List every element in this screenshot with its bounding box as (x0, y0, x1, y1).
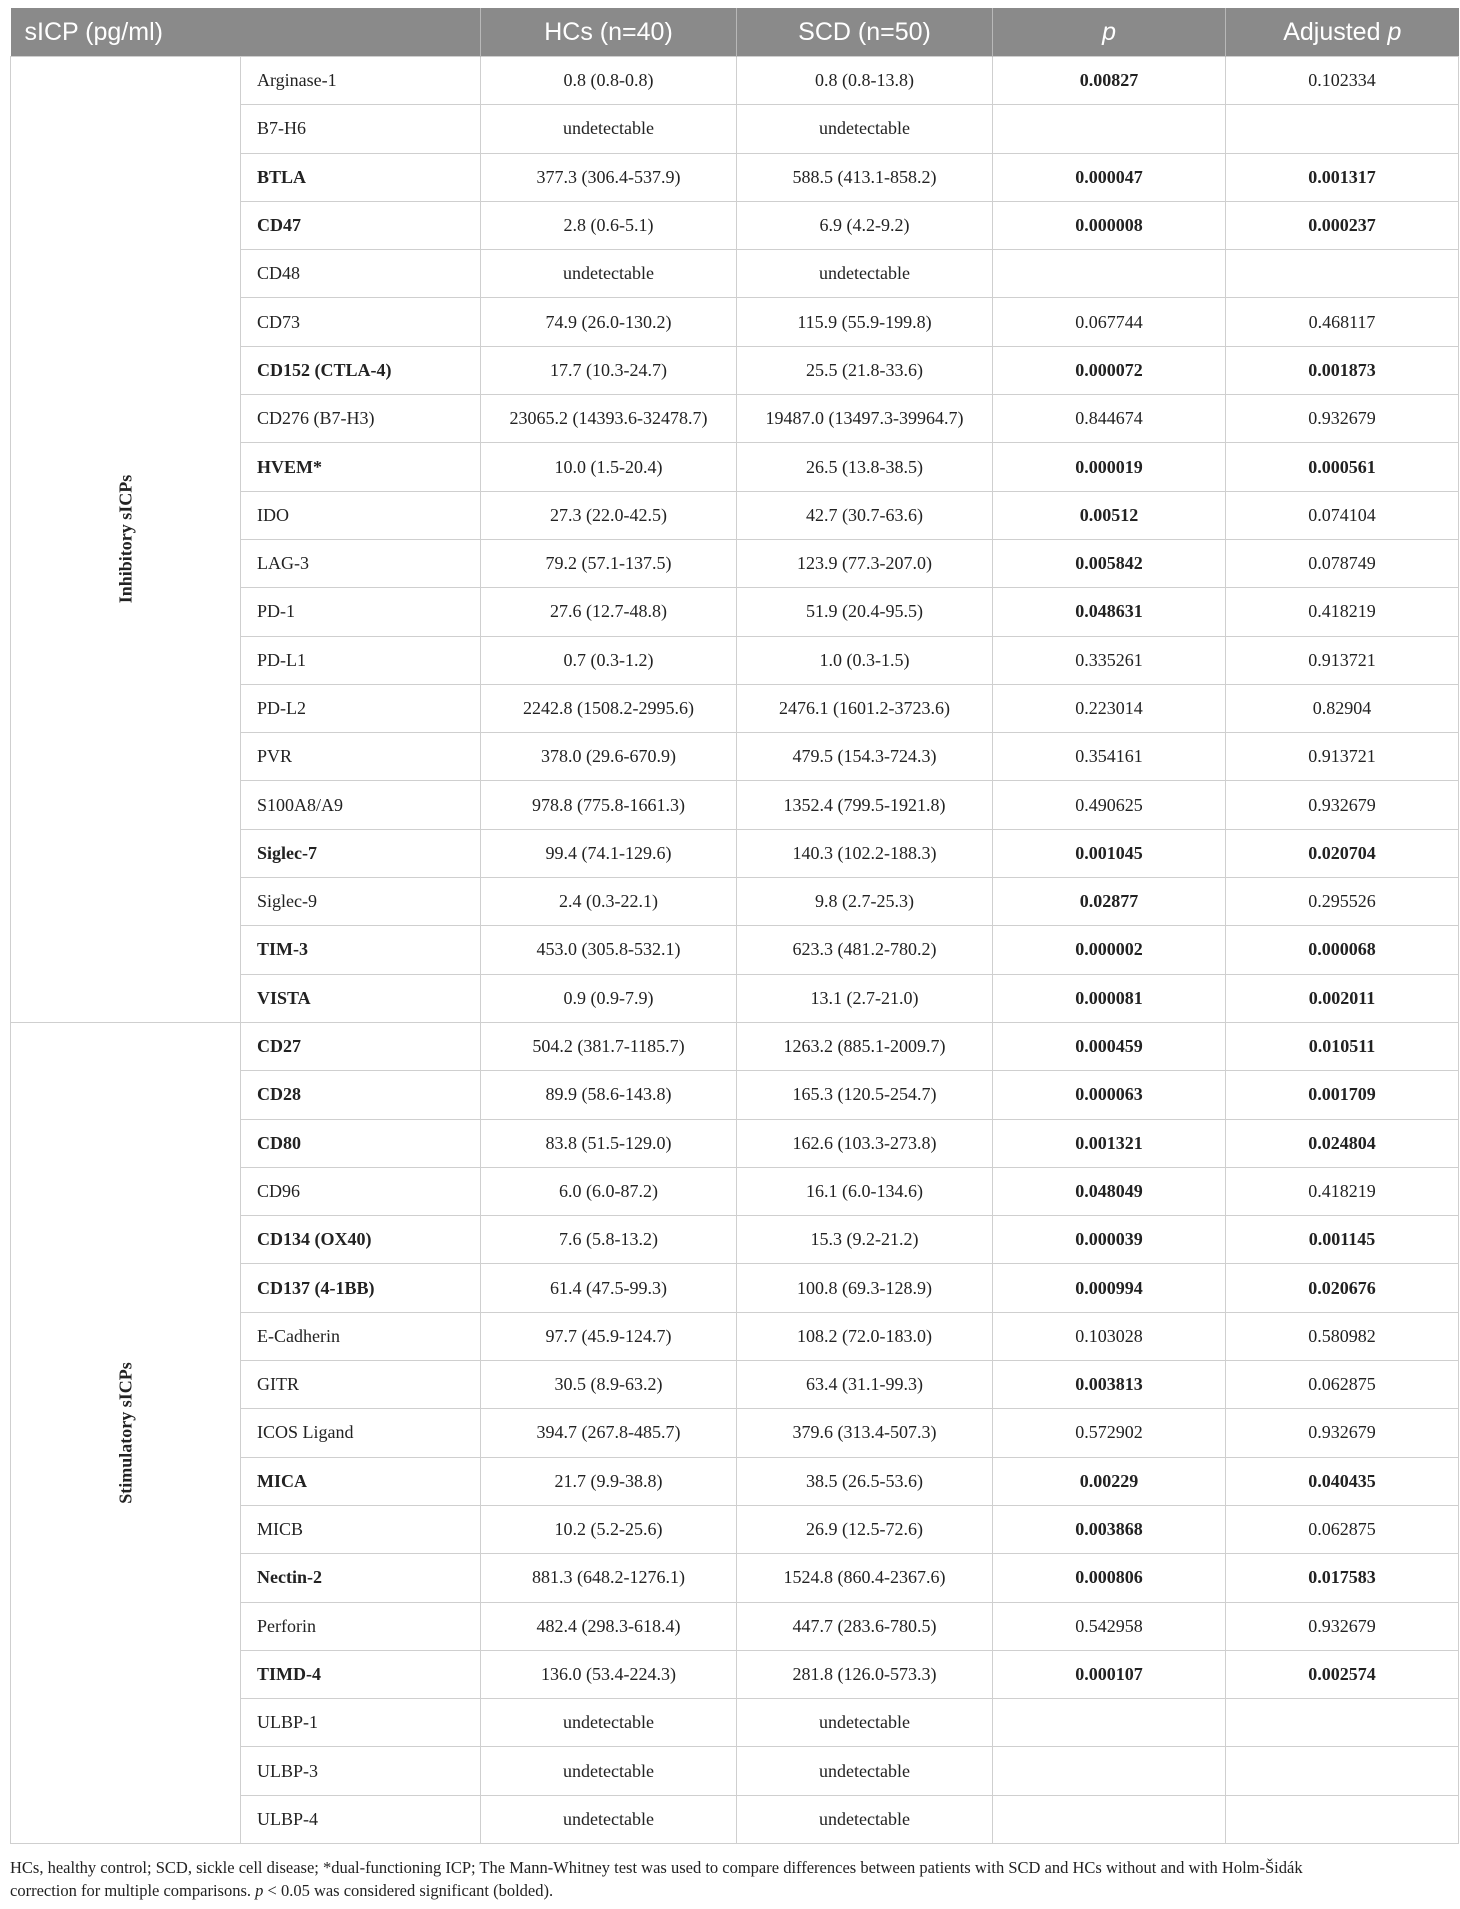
cell-adjusted-p: 0.000237 (1226, 201, 1459, 249)
cell-scd: undetectable (737, 1699, 993, 1747)
table-row (11, 57, 1459, 105)
cell-adjusted-p: 0.580982 (1226, 1312, 1459, 1360)
cell-hcs: 394.7 (267.8-485.7) (481, 1409, 737, 1457)
cell-p (993, 1795, 1226, 1843)
cell-p: 0.003813 (993, 1361, 1226, 1409)
cell-hcs: 2.8 (0.6-5.1) (481, 201, 737, 249)
footnote-line-1: HCs, healthy control; SCD, sickle cell disease; *dual-functioning ICP; The Mann-Whitney test was used to compare differences between patients with SCD and HCs without and with Holm-Šidák (10, 1857, 1303, 1877)
cell-hcs: undetectable (481, 1747, 737, 1795)
cell-scd: 38.5 (26.5-53.6) (737, 1457, 993, 1505)
cell-hcs: 79.2 (57.1-137.5) (481, 539, 737, 587)
cell-scd: 447.7 (283.6-780.5) (737, 1602, 993, 1650)
cell-scd: 379.6 (313.4-507.3) (737, 1409, 993, 1457)
cell-p: 0.001045 (993, 829, 1226, 877)
cell-adjusted-p: 0.295526 (1226, 878, 1459, 926)
cell-scd: 42.7 (30.7-63.6) (737, 491, 993, 539)
cell-hcs: 378.0 (29.6-670.9) (481, 733, 737, 781)
cell-p: 0.000002 (993, 926, 1226, 974)
cell-hcs: 978.8 (775.8-1661.3) (481, 781, 737, 829)
cell-adjusted-p (1226, 250, 1459, 298)
cell-scd: 0.8 (0.8-13.8) (737, 57, 993, 105)
cell-adjusted-p: 0.932679 (1226, 781, 1459, 829)
cell-adjusted-p: 0.932679 (1226, 395, 1459, 443)
cell-marker: Siglec-9 (241, 878, 481, 926)
cell-marker: ICOS Ligand (241, 1409, 481, 1457)
cell-p: 0.000072 (993, 346, 1226, 394)
cell-adjusted-p (1226, 1699, 1459, 1747)
cell-adjusted-p: 0.418219 (1226, 1167, 1459, 1215)
cell-scd: 100.8 (69.3-128.9) (737, 1264, 993, 1312)
cell-hcs: 30.5 (8.9-63.2) (481, 1361, 737, 1409)
cell-p (993, 105, 1226, 153)
table-header-row (11, 8, 1459, 57)
cell-p: 0.001321 (993, 1119, 1226, 1167)
cell-p: 0.048049 (993, 1167, 1226, 1215)
cell-scd: 26.5 (13.8-38.5) (737, 443, 993, 491)
cell-hcs: 89.9 (58.6-143.8) (481, 1071, 737, 1119)
cell-hcs: 0.8 (0.8-0.8) (481, 57, 737, 105)
cell-hcs: 61.4 (47.5-99.3) (481, 1264, 737, 1312)
cell-marker: LAG-3 (241, 539, 481, 587)
cell-adjusted-p: 0.001709 (1226, 1071, 1459, 1119)
cell-marker: Nectin-2 (241, 1554, 481, 1602)
header-adjusted-p: Adjusted p (1226, 8, 1459, 57)
cell-marker: CD80 (241, 1119, 481, 1167)
cell-marker: CD73 (241, 298, 481, 346)
cell-adjusted-p: 0.040435 (1226, 1457, 1459, 1505)
cell-scd: 123.9 (77.3-207.0) (737, 539, 993, 587)
cell-hcs: undetectable (481, 1699, 737, 1747)
cell-hcs: 23065.2 (14393.6-32478.7) (481, 395, 737, 443)
cell-hcs: undetectable (481, 250, 737, 298)
cell-adjusted-p: 0.932679 (1226, 1602, 1459, 1650)
cell-marker: CD47 (241, 201, 481, 249)
cell-scd: 1352.4 (799.5-1921.8) (737, 781, 993, 829)
cell-marker: PD-1 (241, 588, 481, 636)
cell-hcs: 482.4 (298.3-618.4) (481, 1602, 737, 1650)
cell-adjusted-p: 0.913721 (1226, 636, 1459, 684)
cell-marker: PD-L2 (241, 684, 481, 732)
cell-adjusted-p: 0.102334 (1226, 57, 1459, 105)
cell-marker: CD28 (241, 1071, 481, 1119)
cell-p (993, 1747, 1226, 1795)
cell-marker: S100A8/A9 (241, 781, 481, 829)
cell-marker: ULBP-1 (241, 1699, 481, 1747)
cell-adjusted-p: 0.001145 (1226, 1216, 1459, 1264)
cell-adjusted-p: 0.000561 (1226, 443, 1459, 491)
sicp-table (10, 8, 1459, 1844)
cell-scd: 115.9 (55.9-199.8) (737, 298, 993, 346)
cell-p: 0.067744 (993, 298, 1226, 346)
cell-adjusted-p: 0.001317 (1226, 153, 1459, 201)
cell-marker: IDO (241, 491, 481, 539)
cell-marker: CD48 (241, 250, 481, 298)
cell-marker: BTLA (241, 153, 481, 201)
cell-hcs: 97.7 (45.9-124.7) (481, 1312, 737, 1360)
table-container (10, 8, 1458, 1902)
cell-adjusted-p: 0.002574 (1226, 1650, 1459, 1698)
cell-scd: 281.8 (126.0-573.3) (737, 1650, 993, 1698)
cell-p: 0.335261 (993, 636, 1226, 684)
cell-adjusted-p: 0.017583 (1226, 1554, 1459, 1602)
cell-marker: E-Cadherin (241, 1312, 481, 1360)
cell-p: 0.000063 (993, 1071, 1226, 1119)
cell-p: 0.354161 (993, 733, 1226, 781)
cell-marker: Perforin (241, 1602, 481, 1650)
cell-hcs: 504.2 (381.7-1185.7) (481, 1022, 737, 1070)
cell-hcs: 881.3 (648.2-1276.1) (481, 1554, 737, 1602)
cell-marker: PD-L1 (241, 636, 481, 684)
cell-hcs: 10.2 (5.2-25.6) (481, 1505, 737, 1553)
cell-scd: 1263.2 (885.1-2009.7) (737, 1022, 993, 1070)
cell-scd: undetectable (737, 105, 993, 153)
cell-hcs: 6.0 (6.0-87.2) (481, 1167, 737, 1215)
cell-scd: 25.5 (21.8-33.6) (737, 346, 993, 394)
cell-hcs: 10.0 (1.5-20.4) (481, 443, 737, 491)
cell-scd: 26.9 (12.5-72.6) (737, 1505, 993, 1553)
table-row (11, 1022, 1459, 1070)
header-sicp: sICP (pg/ml) (11, 8, 481, 57)
cell-adjusted-p: 0.062875 (1226, 1505, 1459, 1553)
cell-adjusted-p: 0.074104 (1226, 491, 1459, 539)
cell-hcs: 7.6 (5.8-13.2) (481, 1216, 737, 1264)
cell-p (993, 250, 1226, 298)
cell-marker: ULBP-4 (241, 1795, 481, 1843)
cell-adjusted-p: 0.024804 (1226, 1119, 1459, 1167)
cell-scd: 1524.8 (860.4-2367.6) (737, 1554, 993, 1602)
cell-hcs: 453.0 (305.8-532.1) (481, 926, 737, 974)
cell-p: 0.223014 (993, 684, 1226, 732)
cell-marker: CD134 (OX40) (241, 1216, 481, 1264)
cell-p: 0.000107 (993, 1650, 1226, 1698)
cell-hcs: 99.4 (74.1-129.6) (481, 829, 737, 877)
cell-scd: 15.3 (9.2-21.2) (737, 1216, 993, 1264)
cell-hcs: 136.0 (53.4-224.3) (481, 1650, 737, 1698)
cell-p: 0.048631 (993, 588, 1226, 636)
cell-adjusted-p (1226, 1795, 1459, 1843)
cell-scd: 9.8 (2.7-25.3) (737, 878, 993, 926)
cell-marker: CD137 (4-1BB) (241, 1264, 481, 1312)
cell-scd: 63.4 (31.1-99.3) (737, 1361, 993, 1409)
cell-p: 0.844674 (993, 395, 1226, 443)
cell-scd: 6.9 (4.2-9.2) (737, 201, 993, 249)
cell-hcs: 377.3 (306.4-537.9) (481, 153, 737, 201)
cell-hcs: undetectable (481, 1795, 737, 1843)
cell-marker: PVR (241, 733, 481, 781)
cell-scd: 1.0 (0.3-1.5) (737, 636, 993, 684)
cell-p: 0.005842 (993, 539, 1226, 587)
cell-p: 0.00827 (993, 57, 1226, 105)
cell-adjusted-p: 0.078749 (1226, 539, 1459, 587)
cell-p: 0.00229 (993, 1457, 1226, 1505)
cell-adjusted-p (1226, 1747, 1459, 1795)
cell-scd: 623.3 (481.2-780.2) (737, 926, 993, 974)
cell-scd: 13.1 (2.7-21.0) (737, 974, 993, 1022)
cell-scd: 162.6 (103.3-273.8) (737, 1119, 993, 1167)
cell-adjusted-p: 0.001873 (1226, 346, 1459, 394)
cell-p: 0.103028 (993, 1312, 1226, 1360)
header-hcs: HCs (n=40) (481, 8, 737, 57)
cell-p: 0.000039 (993, 1216, 1226, 1264)
cell-p: 0.490625 (993, 781, 1226, 829)
cell-marker: Siglec-7 (241, 829, 481, 877)
cell-adjusted-p: 0.913721 (1226, 733, 1459, 781)
cell-hcs: 0.7 (0.3-1.2) (481, 636, 737, 684)
cell-marker: B7-H6 (241, 105, 481, 153)
group-label: Stimulatory sICPs (115, 1362, 135, 1504)
cell-marker: CD276 (B7-H3) (241, 395, 481, 443)
cell-hcs: 83.8 (51.5-129.0) (481, 1119, 737, 1167)
footnote-line-2: correction for multiple comparisons. p < 0.05 was considered significant (bolded). (10, 1880, 554, 1900)
cell-p: 0.572902 (993, 1409, 1226, 1457)
cell-hcs: 74.9 (26.0-130.2) (481, 298, 737, 346)
cell-scd: 19487.0 (13497.3-39964.7) (737, 395, 993, 443)
cell-p: 0.000019 (993, 443, 1226, 491)
cell-scd: 16.1 (6.0-134.6) (737, 1167, 993, 1215)
cell-marker: TIMD-4 (241, 1650, 481, 1698)
cell-marker: ULBP-3 (241, 1747, 481, 1795)
cell-marker: MICB (241, 1505, 481, 1553)
cell-marker: GITR (241, 1361, 481, 1409)
cell-scd: undetectable (737, 250, 993, 298)
cell-hcs: 17.7 (10.3-24.7) (481, 346, 737, 394)
cell-marker: HVEM* (241, 443, 481, 491)
cell-hcs: 0.9 (0.9-7.9) (481, 974, 737, 1022)
cell-adjusted-p: 0.468117 (1226, 298, 1459, 346)
cell-marker: VISTA (241, 974, 481, 1022)
cell-marker: MICA (241, 1457, 481, 1505)
cell-hcs: 27.6 (12.7-48.8) (481, 588, 737, 636)
cell-scd: 588.5 (413.1-858.2) (737, 153, 993, 201)
cell-p: 0.02877 (993, 878, 1226, 926)
header-adjusted-label: Adjusted (1283, 17, 1388, 46)
cell-scd: 140.3 (102.2-188.3) (737, 829, 993, 877)
cell-adjusted-p (1226, 105, 1459, 153)
group-label: Inhibitory sICPs (115, 475, 135, 604)
cell-p: 0.000994 (993, 1264, 1226, 1312)
cell-p: 0.00512 (993, 491, 1226, 539)
cell-hcs: 2242.8 (1508.2-2995.6) (481, 684, 737, 732)
cell-p: 0.000047 (993, 153, 1226, 201)
group-cell (11, 57, 241, 1023)
cell-marker: Arginase-1 (241, 57, 481, 105)
cell-scd: 108.2 (72.0-183.0) (737, 1312, 993, 1360)
cell-hcs: 27.3 (22.0-42.5) (481, 491, 737, 539)
header-scd: SCD (n=50) (737, 8, 993, 57)
cell-marker: CD27 (241, 1022, 481, 1070)
cell-adjusted-p: 0.062875 (1226, 1361, 1459, 1409)
cell-p: 0.000459 (993, 1022, 1226, 1070)
cell-scd: undetectable (737, 1795, 993, 1843)
cell-adjusted-p: 0.020676 (1226, 1264, 1459, 1312)
cell-p: 0.003868 (993, 1505, 1226, 1553)
cell-scd: 165.3 (120.5-254.7) (737, 1071, 993, 1119)
cell-p (993, 1699, 1226, 1747)
cell-marker: CD96 (241, 1167, 481, 1215)
header-p: p (993, 8, 1226, 57)
cell-hcs: 2.4 (0.3-22.1) (481, 878, 737, 926)
cell-p: 0.000008 (993, 201, 1226, 249)
cell-hcs: 21.7 (9.9-38.8) (481, 1457, 737, 1505)
cell-scd: 2476.1 (1601.2-3723.6) (737, 684, 993, 732)
cell-adjusted-p: 0.932679 (1226, 1409, 1459, 1457)
group-cell (11, 1022, 241, 1843)
cell-adjusted-p: 0.82904 (1226, 684, 1459, 732)
cell-p: 0.542958 (993, 1602, 1226, 1650)
cell-marker: CD152 (CTLA-4) (241, 346, 481, 394)
cell-adjusted-p: 0.002011 (1226, 974, 1459, 1022)
cell-hcs: undetectable (481, 105, 737, 153)
cell-adjusted-p: 0.010511 (1226, 1022, 1459, 1070)
cell-marker: TIM-3 (241, 926, 481, 974)
cell-adjusted-p: 0.418219 (1226, 588, 1459, 636)
cell-adjusted-p: 0.000068 (1226, 926, 1459, 974)
cell-scd: 51.9 (20.4-95.5) (737, 588, 993, 636)
table-body (11, 57, 1459, 1844)
cell-p: 0.000806 (993, 1554, 1226, 1602)
cell-p: 0.000081 (993, 974, 1226, 1022)
cell-adjusted-p: 0.020704 (1226, 829, 1459, 877)
cell-scd: 479.5 (154.3-724.3) (737, 733, 993, 781)
table-footnote (10, 1856, 1450, 1902)
cell-scd: undetectable (737, 1747, 993, 1795)
